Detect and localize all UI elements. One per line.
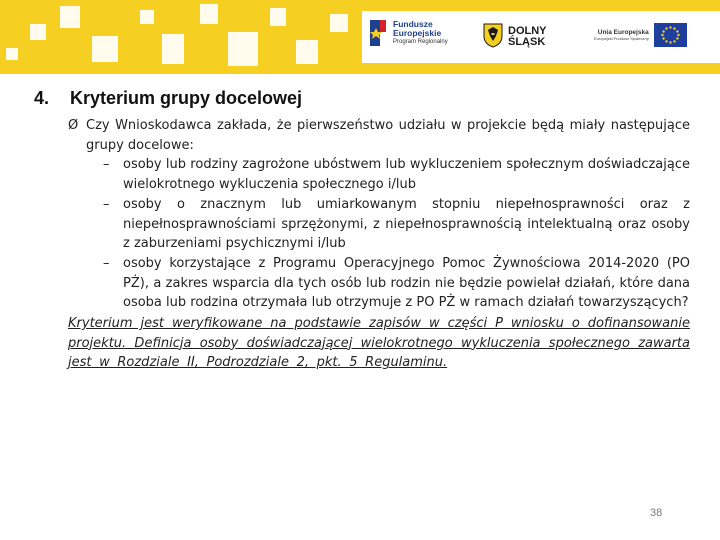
decor-square: [330, 14, 348, 32]
decor-square: [270, 8, 286, 26]
list-item: [68, 254, 690, 313]
title-text: Kryterium grupy docelowej: [70, 88, 303, 108]
decor-square: [92, 36, 118, 62]
arrow-bullet-icon: Ø: [68, 118, 79, 133]
decor-square: [6, 48, 18, 60]
list-item-text: osoby lub rodziny zagrożone ubóstwem lub wykluczeniem społecznym doświadczające wielokrotnego wykluczenia społecznego i/lub: [123, 157, 690, 193]
fundusze-europejskie-icon: [368, 18, 388, 48]
dash-bullet: –: [103, 255, 110, 271]
question-text: Czy Wnioskodawca zakłada, że pierwszeństwo udziału w projekcie będą miały następujące grupy docelowe:: [86, 118, 690, 153]
dolny-slask-logo: [482, 22, 547, 52]
dash-bullet: –: [103, 196, 110, 212]
slide-title: [34, 88, 302, 109]
slide-body: [68, 116, 690, 373]
question-paragraph: [68, 116, 690, 155]
decor-square: [162, 34, 184, 64]
fe-line3: Program Regionalny: [393, 38, 448, 45]
eu-line2: Europejski Fundusz Społeczny: [594, 36, 649, 41]
list-item-text: osoby korzystające z Programu Operacyjnego Pomoc Żywnościowa 2014-2020 (PO PŻ), a zakres wsparcia dla tych osób lub rodzin nie będzie powielał działań, które dana osoba lub rodzina otrzymała lub otrzymuje z PO PŻ w ramach działań towarzyszących?: [123, 255, 690, 311]
decor-square: [60, 6, 80, 28]
list-item: [68, 195, 690, 254]
decor-square: [30, 24, 46, 40]
dash-bullet: –: [103, 157, 110, 173]
eu-flag-icon: [654, 23, 687, 47]
eu-line1: Unia Europejska: [597, 29, 649, 36]
decor-square: [296, 40, 318, 64]
fe-line2: Europejskie: [393, 27, 442, 38]
decor-square: [228, 32, 258, 66]
list-item: [68, 155, 690, 194]
title-number: 4.: [34, 88, 50, 108]
fe-line1: Fundusze: [393, 18, 433, 29]
criterion-note: Kryterium jest weryfikowane na podstawie zapisów w części P wniosku o dofinansowanie projektu. Definicja osoby doświadczającej wielokrotnego wykluczenia społecznego zawarta jest w Rozdziale II, Podrozdziale 2, pkt. 5 Regulaminu.: [68, 316, 690, 371]
ds-line1: DOLNY: [508, 25, 547, 37]
page-number: 38: [650, 507, 663, 519]
decor-square: [200, 4, 218, 24]
ds-line2: ŚLĄSK: [508, 36, 546, 48]
decor-square: [140, 10, 154, 24]
eu-logo: [594, 23, 687, 47]
fundusze-europejskie-logo: [368, 18, 448, 48]
eagle-crest-icon: [482, 22, 504, 52]
list-item-text: osoby o znacznym lub umiarkowanym stopniu niepełnosprawności oraz z niepełnosprawnościami sprzężonymi, z niepełnosprawnością intelektualną oraz osoby z zaburzeniami psychicznymi i/lub: [123, 196, 690, 252]
